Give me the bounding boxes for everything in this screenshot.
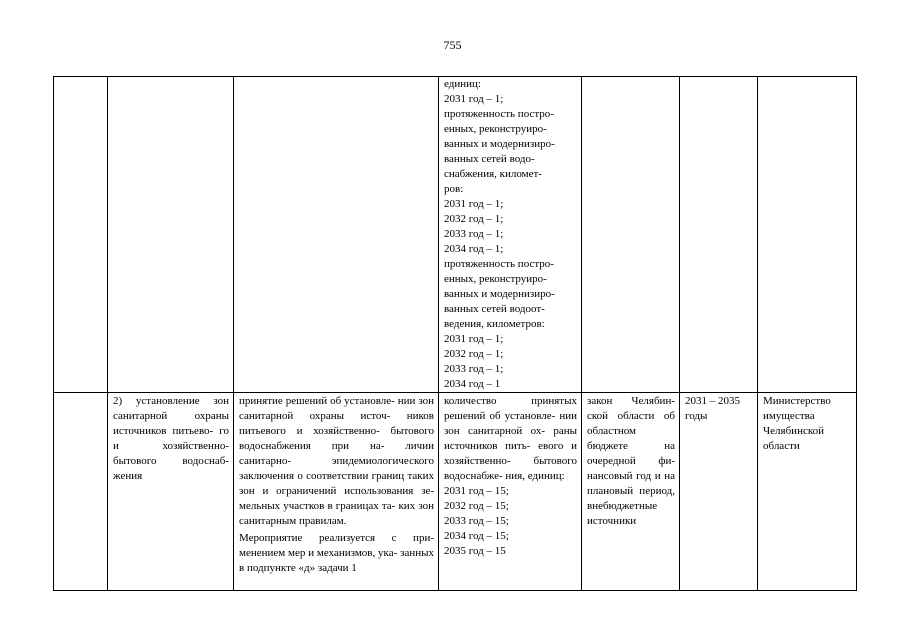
indicator-line: ванных сетей водо- [444,153,535,165]
indicator-line: протяженность постро- [444,108,554,120]
indicator-line: 2032 год – 1; [444,348,504,360]
indicator-line: 2033 год – 1; [444,228,504,240]
indicator-line: 2033 год – 1; [444,363,504,375]
indicator-line: 2032 год – 1; [444,213,504,225]
indicator-line: 2031 год – 1; [444,93,504,105]
indicator-line: енных, реконструиро- [444,273,547,285]
program-table [53,76,857,591]
indicator-description [439,393,582,591]
indicator-line: 2034 год – 1 [444,378,501,390]
row1-indicators-cell [439,77,582,393]
indicator-line: ров: [444,183,464,195]
indicator-line: ванных сетей водоот- [444,303,545,315]
indicator-line: снабжения, километ- [444,168,542,180]
indicator-line: 2031 год – 1; [444,333,504,345]
indicator-year: 2031 год – 15; [444,485,509,497]
indicator-line: ванных и модернизиро- [444,138,555,150]
implementation-period: 2031 – 2035 годы [680,393,758,591]
row1-task-cell [108,77,234,393]
table-row [54,77,857,393]
measure-description [234,393,439,591]
indicator-year: 2032 год – 15; [444,500,509,512]
measure-paragraph: Мероприятие реализуется с при- менением мер и механизмов, ука- занных в подпункте «д» задачи 1 [239,532,434,574]
row1-funding-cell [582,77,680,393]
indicator-line: ведения, километров: [444,318,545,330]
measure-paragraph: принятие решений об установле- нии зон санитарной охраны источ- ников питьевого и хозяйственно- бытового водоснабжения при на- личии санитарно- эпидемиологического заключения о соответствии границ таких зон и ограничений использования зе- мельных участков в границах та- ких зон санитарным правилам. [239,395,434,527]
row1-period-cell [680,77,758,393]
indicator-line: 2034 год – 1; [444,243,504,255]
row2-number-cell [54,393,108,591]
indicator-year: 2034 год – 15; [444,530,509,542]
row1-responsible-cell [758,77,857,393]
indicator-intro: количество принятых решений об установле- нии зон санитарной ох- раны источников пить- евого и хозяйственно- бытового водоснабже- ния, единиц: [444,395,577,482]
row1-measure-cell [234,77,439,393]
indicator-line: протяженность постро- [444,258,554,270]
responsible-executor: Министерство имущества Челябинской области [758,393,857,591]
indicator-line: енных, реконструиро- [444,123,547,135]
task-description: 2) установление зон санитарной охраны источников питьево- го и хозяйственно- бытового водоснаб- жения [108,393,234,591]
table-row [54,393,857,591]
indicator-year: 2033 год – 15; [444,515,509,527]
indicator-year: 2035 год – 15 [444,545,506,557]
indicator-line: единиц: [444,78,481,90]
indicator-line: ванных и модернизиро- [444,288,555,300]
indicator-line: 2031 год – 1; [444,198,504,210]
row1-number-cell [54,77,108,393]
page-number: 755 [443,38,462,52]
funding-source: закон Челябин- ской области об областном бюджете на очередной фи- нансовый год и на плановый период, внебюджетные источники [582,393,680,591]
